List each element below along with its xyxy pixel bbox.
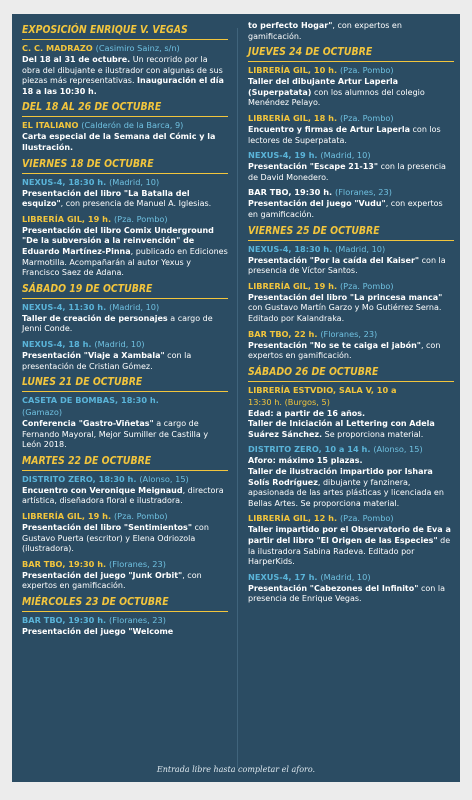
- venue-line-2: [248, 397, 454, 408]
- venue-line: [248, 385, 454, 396]
- venue-address: (Madrid, 10): [320, 571, 371, 582]
- event-item: [248, 46, 454, 109]
- venue-address: (Gamazo): [22, 407, 63, 418]
- event-item: [248, 572, 454, 605]
- event-description: Presentación "Viaje a Xambala" con la presentación de Cristian Gómez.: [22, 350, 192, 371]
- right-column: [248, 20, 454, 609]
- venue-name: DISTRITO ZERO, 10 a 14 h.: [248, 444, 371, 455]
- venue-address: (Floranes, 23): [335, 187, 392, 198]
- venue-address: (Floranes, 23): [320, 328, 378, 339]
- venue-address: (Pza. Pombo): [339, 513, 394, 524]
- event-item: [22, 559, 228, 592]
- venue-line: [248, 572, 454, 583]
- venue-line: [248, 281, 454, 292]
- venue-line: [248, 444, 454, 455]
- event-description: Encuentro y firmas de Artur Laperla con los lectores de Superpatata.: [248, 124, 441, 145]
- venue-name: DISTRITO ZERO, 18:30 h.: [22, 473, 137, 484]
- venue-address: (Alonso, 15): [373, 444, 423, 455]
- venue-line: [22, 43, 228, 54]
- venue-name: BAR TBO, 19:30 h.: [22, 558, 107, 569]
- day-heading: LUNES 21 DE OCTUBRE: [22, 376, 228, 392]
- event-item: [22, 455, 228, 507]
- event-item: [248, 225, 454, 277]
- venue-line: [248, 513, 454, 524]
- venue-line: [22, 302, 228, 313]
- venue-address: (Pza. Pombo): [339, 65, 394, 76]
- venue-name: C. C. MADRAZO: [22, 43, 93, 53]
- program-poster: [12, 14, 460, 782]
- day-heading: DEL 18 AL 26 DE OCTUBRE: [22, 101, 228, 117]
- event-item: [22, 158, 228, 210]
- day-heading: JUEVES 24 DE OCTUBRE: [248, 46, 454, 62]
- event-description: Taller de creación de personajes a cargo de Jenni Conde.: [22, 313, 213, 334]
- venue-address: (Floranes, 23): [109, 615, 166, 626]
- venue-line: [248, 244, 454, 255]
- day-heading: VIERNES 18 DE OCTUBRE: [22, 158, 228, 174]
- venue-address: (Madrid, 10): [94, 338, 145, 349]
- event-description: Presentación "Cabezones del Infinito" con la presencia de Enrique Vegas.: [248, 583, 445, 604]
- venue-line: [22, 511, 228, 522]
- event-description: Del 18 al 31 de octubre. Un recorrido por la obra del dibujante e ilustrador con algunas de sus piezas más representativas. Inauguración el día 18 a las 10:30 h.: [22, 55, 224, 96]
- venue-line: [248, 329, 454, 340]
- event-description: Taller impartido por el Observatorio de Eva a partir del libro "El Origen de las Especies" de la ilustradora Sabina Radeva. Editado por HarperKids.: [248, 525, 451, 567]
- venue-line: [22, 615, 228, 626]
- venue-line: [248, 187, 454, 198]
- venue-name: LIBRERÍA ESTVDIO, SALA V, 10 a: [248, 384, 397, 395]
- event-item: [248, 187, 454, 220]
- venue-address: (Madrid, 10): [109, 176, 160, 187]
- venue-line: [22, 339, 228, 350]
- day-heading: VIERNES 25 DE OCTUBRE: [248, 225, 454, 241]
- event-item: [248, 150, 454, 183]
- venue-name: LIBRERÍA GIL, 19 h.: [22, 511, 112, 522]
- venue-address: (Pza. Pombo): [113, 511, 168, 522]
- venue-address: (Pza. Pombo): [339, 280, 394, 291]
- venue-line: [22, 559, 228, 570]
- column-divider: [237, 28, 238, 768]
- venue-line: [248, 150, 454, 161]
- event-item: [22, 24, 228, 97]
- event-item: [248, 281, 454, 325]
- event-description: Edad: a partir de 16 años. Taller de Iniciación al Lettering con Adela Suárez Sánchez. Se proporciona material.: [248, 408, 435, 439]
- day-heading: MARTES 22 DE OCTUBRE: [22, 455, 228, 471]
- event-description: Presentación "No se te caiga el jabón", con expertos en gamificación.: [248, 340, 441, 361]
- event-description: Presentación del juego "Junk Orbit", con expertos en gamificación.: [22, 570, 202, 591]
- venue-name: BAR TBO, 19:30 h.: [248, 187, 333, 198]
- venue-address: (Floranes, 23): [109, 558, 166, 569]
- event-item: [22, 596, 228, 638]
- venue-name: NEXUS-4, 18:30 h.: [22, 176, 107, 187]
- venue-address: (Calderón de la Barca, 9): [81, 120, 184, 131]
- venue-name: LIBRERÍA GIL, 18 h.: [248, 112, 338, 123]
- event-item: [22, 339, 228, 372]
- event-item: [22, 214, 228, 279]
- event-description: Aforo: máximo 15 plazas. Taller de ilustración impartido por Ishara Solís Rodríguez, dibujante y fanzinera, apasionada de las artes plásticas y licenciada en Bellas Artes. Se proporciona material.: [248, 456, 444, 508]
- venue-line: [22, 395, 228, 406]
- venue-name: LIBRERÍA GIL, 19 h.: [22, 213, 112, 224]
- venue-line: [22, 214, 228, 225]
- day-heading: EXPOSICIÓN ENRIQUE V. VEGAS: [22, 24, 228, 40]
- event-item: [248, 444, 454, 509]
- venue-address: (Madrid, 10): [109, 301, 160, 312]
- venue-line: [248, 113, 454, 124]
- event-description: Presentación del juego "Vudu", con expertos en gamificación.: [248, 199, 443, 219]
- event-description: Presentación del libro "La Batalla del esquizo", con presencia de Manuel A. Iglesias.: [22, 188, 212, 209]
- venue-address: (Pza. Pombo): [339, 112, 394, 123]
- event-description: Conferencia "Gastro-Viñetas" a cargo de Fernando Mayoral, Mejor Sumiller de Castilla y León 2018.: [22, 419, 209, 450]
- event-item: [248, 113, 454, 146]
- event-description: Taller del dibujante Artur Laperla (Superpatata) con los alumnos del colegio Menéndez Pelayo.: [248, 77, 425, 108]
- footer-note: Entrada libre hasta completar el aforo.: [156, 765, 316, 774]
- venue-address: (Madrid, 10): [320, 150, 371, 161]
- event-description: Presentación del juego "Welcome: [22, 627, 174, 637]
- event-item: [22, 511, 228, 555]
- event-item: [248, 329, 454, 362]
- venue-address: (Alonso, 15): [139, 473, 189, 484]
- venue-name: EL ITALIANO: [22, 120, 79, 131]
- left-column: [22, 20, 228, 642]
- event-description: Presentación del libro "Sentimientos" con Gustavo Puerta (escritor) y Elena Odriozola (ilustradora).: [22, 523, 209, 554]
- event-description: to perfecto Hogar", con expertos en gamificación.: [248, 21, 402, 41]
- venue-name: NEXUS-4, 18:30 h.: [248, 243, 333, 254]
- venue-line-2: [22, 407, 228, 418]
- venue-line: [22, 120, 228, 131]
- venue-name: NEXUS-4, 18 h.: [22, 338, 92, 349]
- venue-name: LIBRERÍA GIL, 12 h.: [248, 513, 338, 524]
- venue-line: [22, 474, 228, 485]
- event-description: Presentación "Por la caída del Kaiser" con la presencia de Víctor Santos.: [248, 255, 446, 276]
- venue-name: CASETA DE BOMBAS, 18:30 h.: [22, 395, 159, 406]
- event-description: Presentación del libro Comix Underground "De la subversión a la reinvención" de Eduardo Martínez-Pinna, publicado en Ediciones Marmotilla. Acompañarán al autor Yexus y Francisco Saez de Adana.: [22, 225, 228, 278]
- venue-name: LIBRERÍA GIL, 10 h.: [248, 65, 338, 76]
- event-item: [248, 366, 454, 441]
- venue-name: BAR TBO, 22 h.: [248, 328, 318, 339]
- event-item: [22, 376, 228, 451]
- venue-name: LIBRERÍA GIL, 19 h.: [248, 280, 338, 291]
- venue-name: NEXUS-4, 17 h.: [248, 571, 318, 582]
- day-heading: SÁBADO 26 DE OCTUBRE: [248, 366, 454, 382]
- venue-address: (Madrid, 10): [335, 243, 386, 254]
- event-description: Encuentro con Veronique Meignaud, directora artística, diseñadora floral e ilustradora.: [22, 485, 224, 506]
- venue-name: NEXUS-4, 11:30 h.: [22, 301, 107, 312]
- venue-line: [248, 65, 454, 76]
- event-description: Presentación del libro "La princesa manca" con Gustavo Martín Garzo y Mo Gutiérrez Serna. Editado por Kalandraka.: [248, 292, 443, 323]
- event-item: [22, 101, 228, 153]
- venue-line: [22, 177, 228, 188]
- venue-name: NEXUS-4, 19 h.: [248, 150, 318, 161]
- venue-address: 13:30 h. (Burgos, 5): [248, 396, 330, 407]
- event-item: [248, 513, 454, 567]
- venue-address: (Pza. Pombo): [113, 213, 168, 224]
- day-heading: SÁBADO 19 DE OCTUBRE: [22, 283, 228, 299]
- event-item: [22, 283, 228, 335]
- venue-address: (Casimiro Sainz, s/n): [95, 43, 180, 53]
- venue-name: BAR TBO, 19:30 h.: [22, 615, 107, 626]
- event-description: Presentación "Escape 21-13" con la presencia de David Monedero.: [248, 162, 446, 182]
- event-item: [248, 21, 454, 42]
- event-description: Carta especial de la Semana del Cómic y la Ilustración.: [22, 132, 216, 152]
- day-heading: MIÉRCOLES 23 DE OCTUBRE: [22, 596, 228, 612]
